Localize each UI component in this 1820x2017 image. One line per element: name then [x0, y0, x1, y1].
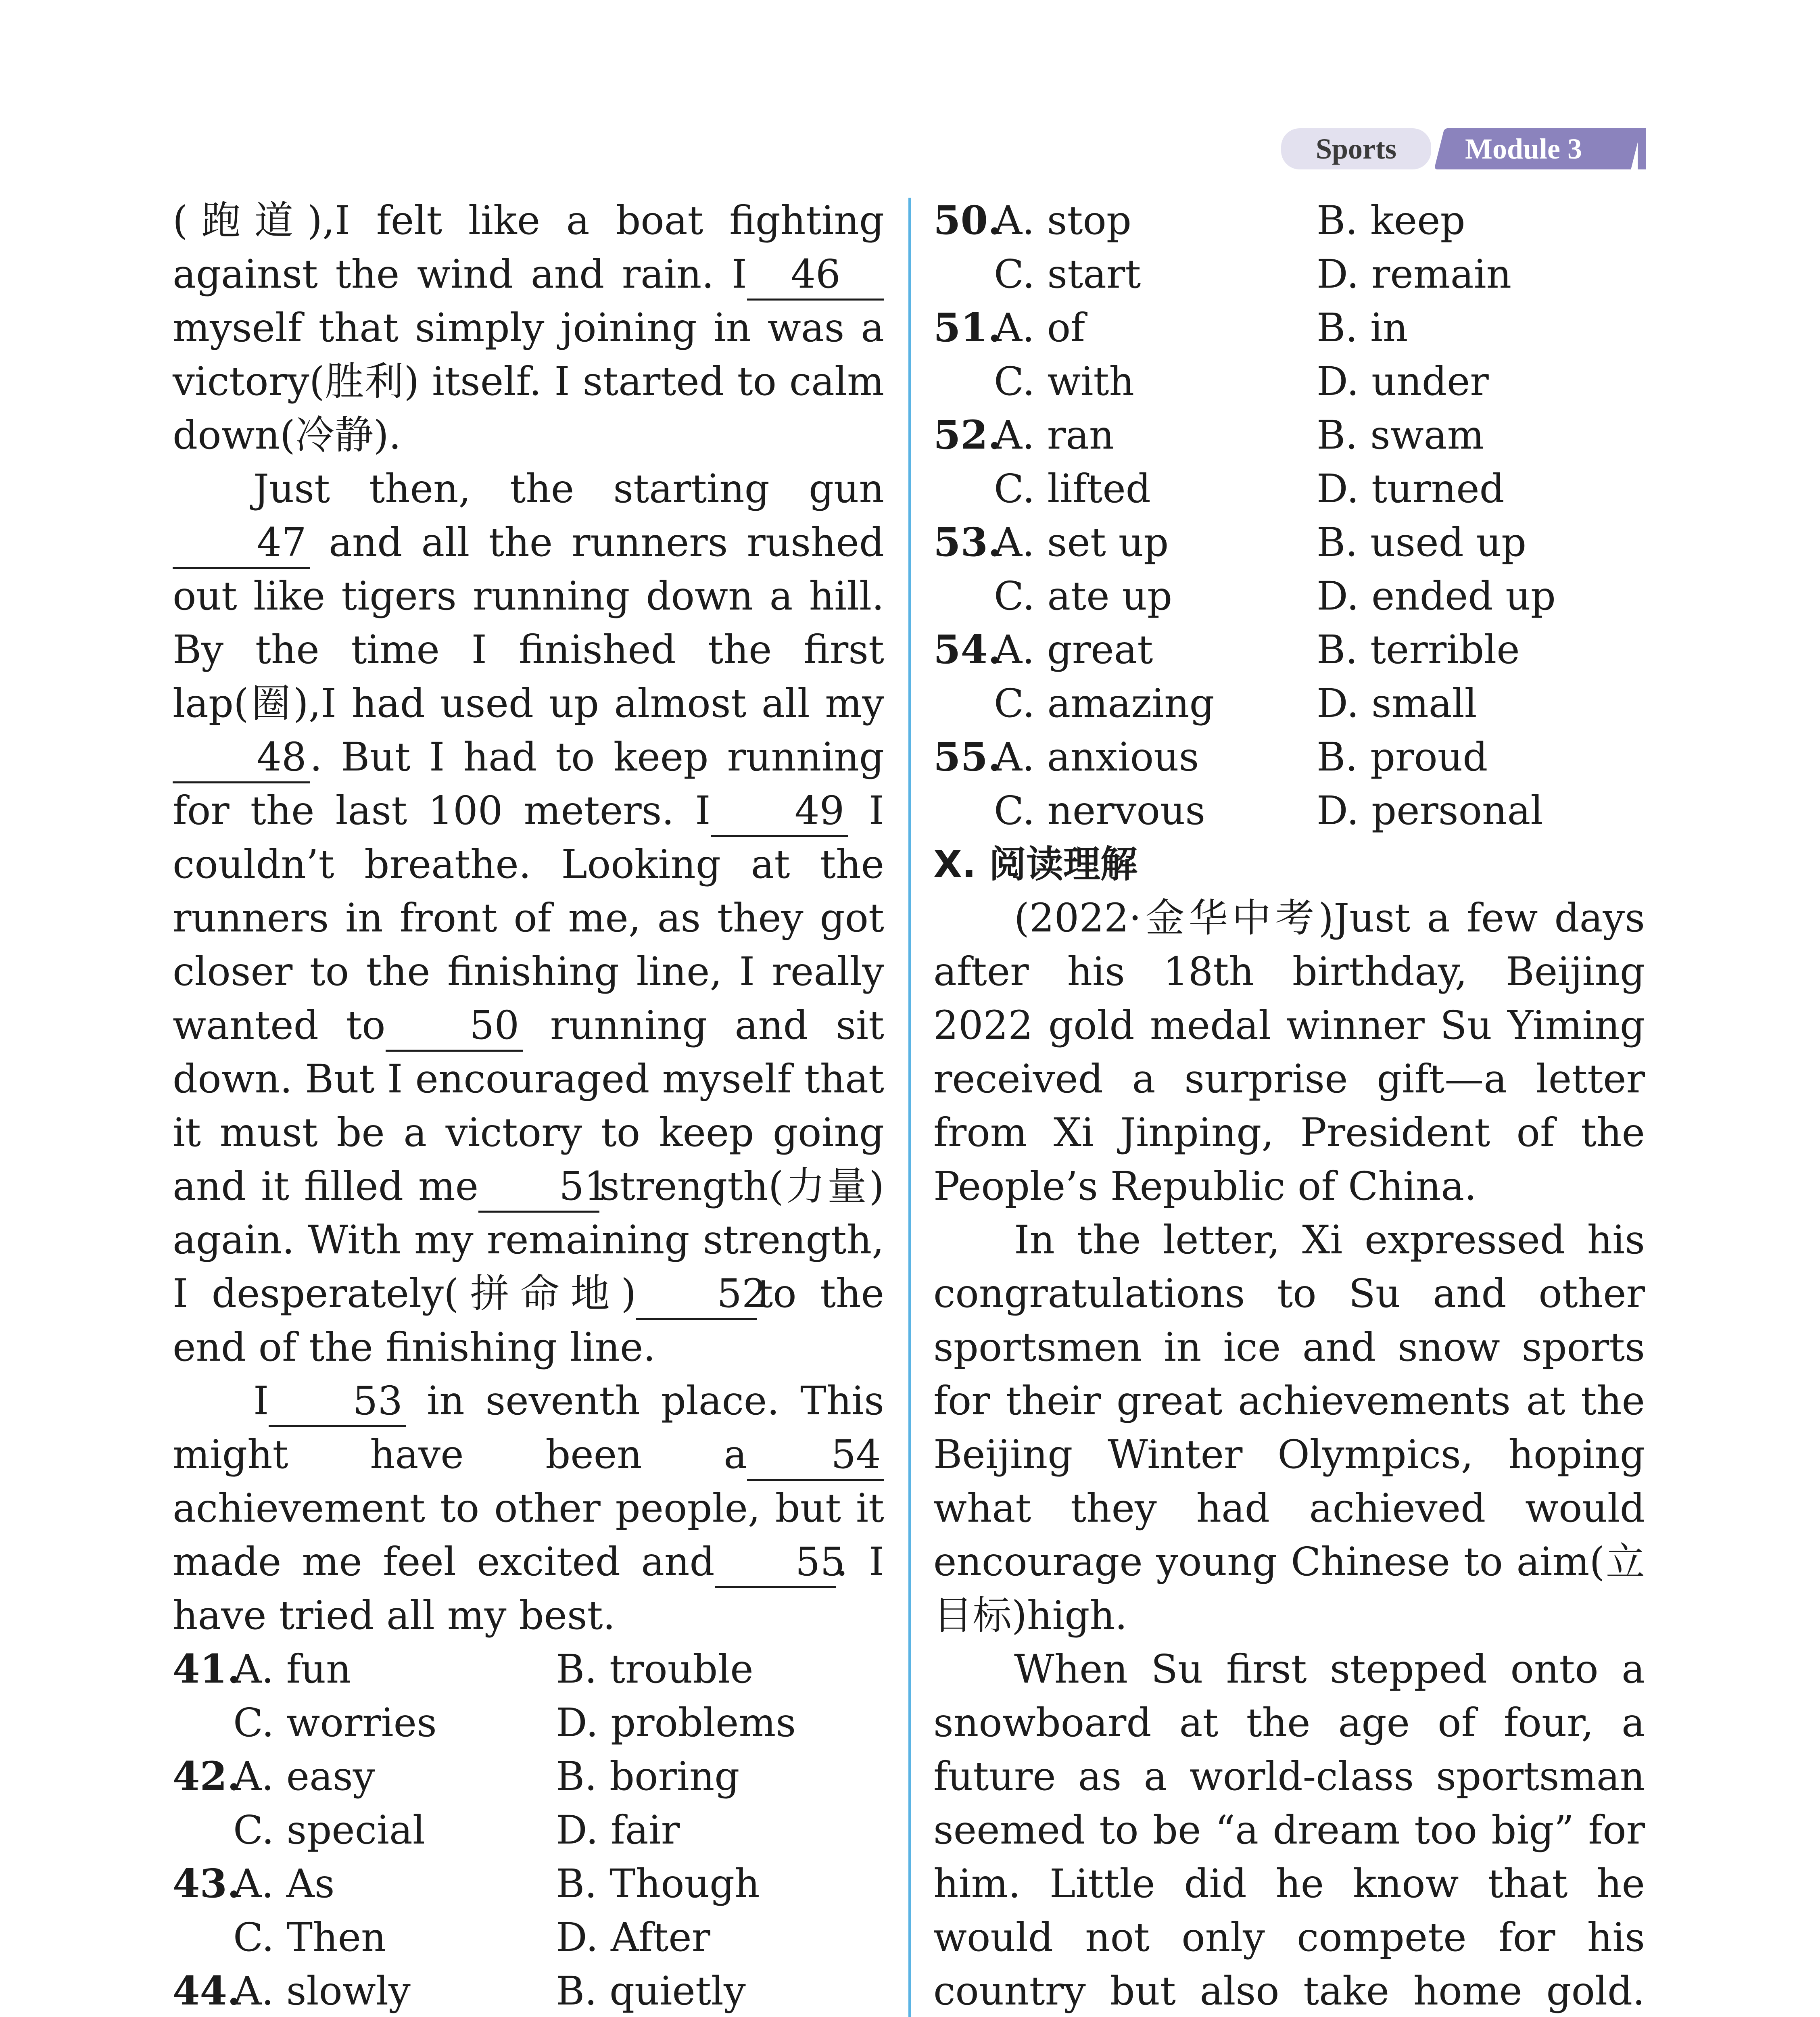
passage-text: . I have tried all my best.	[173, 1539, 885, 1638]
indent-spacer	[933, 784, 994, 837]
option-b[interactable]: B. terrible	[1317, 627, 1520, 672]
blank-48[interactable]: 48	[173, 733, 310, 783]
passage-text: . But I had to keep running for the last 100 meters. I	[173, 734, 884, 833]
question-number: 52.	[933, 412, 1002, 458]
question-number: 44.	[173, 1968, 241, 2014]
option-a[interactable]: A. great	[994, 627, 1153, 672]
question-row	[173, 1911, 884, 1964]
question-row	[933, 569, 1645, 623]
section-tag-sports: Sports	[1281, 128, 1431, 169]
option-b[interactable]: B. quietly	[556, 1968, 746, 2014]
passage-text: I couldn’t breathe. Looking at the runners in front of me, as they got closer to the finishing line, I really wanted to	[173, 788, 884, 1048]
question-row	[173, 1964, 884, 2017]
option-d[interactable]: D. problems	[556, 1700, 796, 1746]
passage-text: I	[253, 1378, 269, 1424]
question-row	[933, 784, 1645, 837]
question-number: 43.	[173, 1860, 241, 1906]
option-c[interactable]: C. with	[994, 359, 1134, 404]
reading-paragraph-1: (2022·金华中考)Just a few days after his 18th birthday, Beijing 2022 gold medal winner Su Yiming received a surprise gift—a letter from Xi Jinping, President of the People’s Republic of China.	[933, 895, 1645, 1209]
indent-spacer	[173, 1911, 233, 1964]
blank-54[interactable]: 54	[747, 1430, 884, 1481]
question-number: 53.	[933, 519, 1002, 565]
question-number: 55.	[933, 734, 1002, 780]
reading-paragraph-2: In the letter, Xi expressed his congratulations to Su and other sportsmen in ice and snow sports for their great achievements at the Beijing Winter Olympics, hoping what they had achieved would encourage young Chinese to aim(立目标)high.	[933, 1217, 1645, 1638]
option-c[interactable]: C. nervous	[994, 788, 1206, 833]
option-a[interactable]: A. slowly	[233, 1968, 411, 2014]
passage-text: running and sit down. But I encouraged myself that it must be a victory to keep going and it filled me	[173, 1002, 884, 1209]
blank-49[interactable]: 49	[711, 787, 848, 837]
question-row	[173, 1857, 884, 1911]
option-c[interactable]: C. Then	[233, 1915, 386, 1960]
option-d[interactable]: D. After	[556, 1915, 710, 1960]
passage-paragraph-1	[173, 194, 884, 462]
option-c[interactable]: C. start	[994, 251, 1141, 297]
question-row	[933, 301, 1645, 355]
indent-spacer	[173, 1803, 233, 1857]
option-a[interactable]: A. As	[233, 1861, 335, 1906]
passage-text: myself that simply joining in was a victory(胜利) itself. I started to calm down(冷静).	[173, 305, 884, 458]
option-b[interactable]: B. used up	[1317, 520, 1527, 565]
question-row	[933, 355, 1645, 408]
option-b[interactable]: B. in	[1317, 305, 1408, 351]
option-d[interactable]: D. ended up	[1317, 573, 1556, 619]
blank-47[interactable]: 47	[173, 518, 310, 569]
indent-spacer	[933, 247, 994, 301]
column-divider	[908, 198, 911, 2017]
option-a[interactable]: A. fun	[233, 1646, 351, 1692]
reading-paragraph-3: When Su first stepped onto a snowboard at the age of four, a future as a world-class sportsman seemed to be “a dream too big” for him. Little did he know that he would not only compete for his country but also take home gold.	[933, 1646, 1645, 2014]
question-row	[173, 1696, 884, 1750]
option-c[interactable]: C. ate up	[994, 573, 1173, 619]
option-b[interactable]: B. proud	[1317, 734, 1488, 780]
question-number: 41.	[173, 1646, 241, 1692]
option-c[interactable]: C. worries	[233, 1700, 437, 1746]
question-list-right	[933, 194, 1645, 837]
option-c[interactable]: C. special	[233, 1807, 425, 1853]
question-row	[933, 516, 1645, 569]
passage-text: achievement to other people, but it made me feel excited and	[173, 1485, 884, 1585]
passage-text: and all the runners rushed out like tigers running down a hill. By the time I finished the first lap(圈),I had used up almost all my	[173, 520, 885, 726]
passage-paragraph-2	[173, 462, 884, 1374]
option-a[interactable]: A. anxious	[994, 734, 1199, 780]
module-label: Module 3	[1465, 133, 1582, 165]
option-d[interactable]: D. remain	[1317, 251, 1512, 297]
question-row	[933, 462, 1645, 516]
question-number: 42.	[173, 1753, 241, 1799]
option-b[interactable]: B. keep	[1317, 198, 1465, 243]
option-d[interactable]: D. small	[1317, 681, 1477, 726]
indent-spacer	[933, 355, 994, 408]
passage-text: to the end of the finishing line.	[173, 1271, 884, 1370]
option-c[interactable]: C. lifted	[994, 466, 1151, 512]
option-b[interactable]: B. boring	[556, 1754, 740, 1799]
passage-text: strength(力量) again. With my remaining strength, I desperately(拼命地)	[173, 1163, 884, 1316]
option-b[interactable]: B. Though	[556, 1861, 760, 1906]
passage-text: Just then, the starting gun	[253, 466, 884, 512]
option-a[interactable]: A. set up	[994, 520, 1169, 565]
section-title: X. 阅读理解	[933, 843, 1138, 886]
indent-spacer	[933, 462, 994, 516]
section-tag-module	[1434, 128, 1641, 169]
question-row	[173, 1750, 884, 1803]
option-a[interactable]: A. ran	[994, 412, 1115, 458]
question-row	[173, 1803, 884, 1857]
option-b[interactable]: B. trouble	[556, 1646, 753, 1692]
option-d[interactable]: D. under	[1317, 359, 1489, 404]
question-row	[933, 408, 1645, 462]
option-d[interactable]: D. personal	[1317, 788, 1543, 833]
blank-50[interactable]: 50	[386, 1001, 523, 1052]
question-row	[173, 1642, 884, 1696]
blank-55[interactable]: 55	[715, 1538, 836, 1588]
question-number: 54.	[933, 626, 1002, 672]
question-row	[933, 677, 1645, 730]
option-d[interactable]: D. fair	[556, 1807, 680, 1853]
indent-spacer	[173, 1696, 233, 1750]
passage-text: (跑道),I felt like a boat fighting against the wind and rain. I	[173, 198, 884, 297]
option-c[interactable]: C. amazing	[994, 681, 1215, 726]
passage-text: in seventh place. This might have been a	[173, 1378, 884, 1477]
question-row	[933, 194, 1645, 247]
indent-spacer	[933, 677, 994, 730]
option-b[interactable]: B. swam	[1317, 412, 1484, 458]
blank-53[interactable]: 53	[269, 1377, 406, 1427]
option-a[interactable]: A. of	[994, 305, 1085, 351]
indent-spacer	[933, 569, 994, 623]
question-row	[933, 730, 1645, 784]
question-number: 50.	[933, 197, 1002, 243]
option-d[interactable]: D. turned	[1317, 466, 1505, 512]
option-a[interactable]: A. stop	[994, 198, 1131, 243]
option-a[interactable]: A. easy	[233, 1754, 375, 1799]
blank-51[interactable]: 51	[478, 1162, 599, 1213]
question-row	[933, 247, 1645, 301]
tag-accent-bar	[1638, 128, 1646, 169]
passage-paragraph-3	[173, 1374, 884, 1642]
blank-52[interactable]: 52	[636, 1269, 757, 1320]
question-number: 51.	[933, 305, 1002, 351]
question-list-left	[173, 1642, 884, 2017]
left-column	[173, 194, 884, 2017]
blank-46[interactable]: 46	[747, 250, 884, 301]
question-row	[933, 623, 1645, 677]
right-column	[933, 194, 1645, 2017]
